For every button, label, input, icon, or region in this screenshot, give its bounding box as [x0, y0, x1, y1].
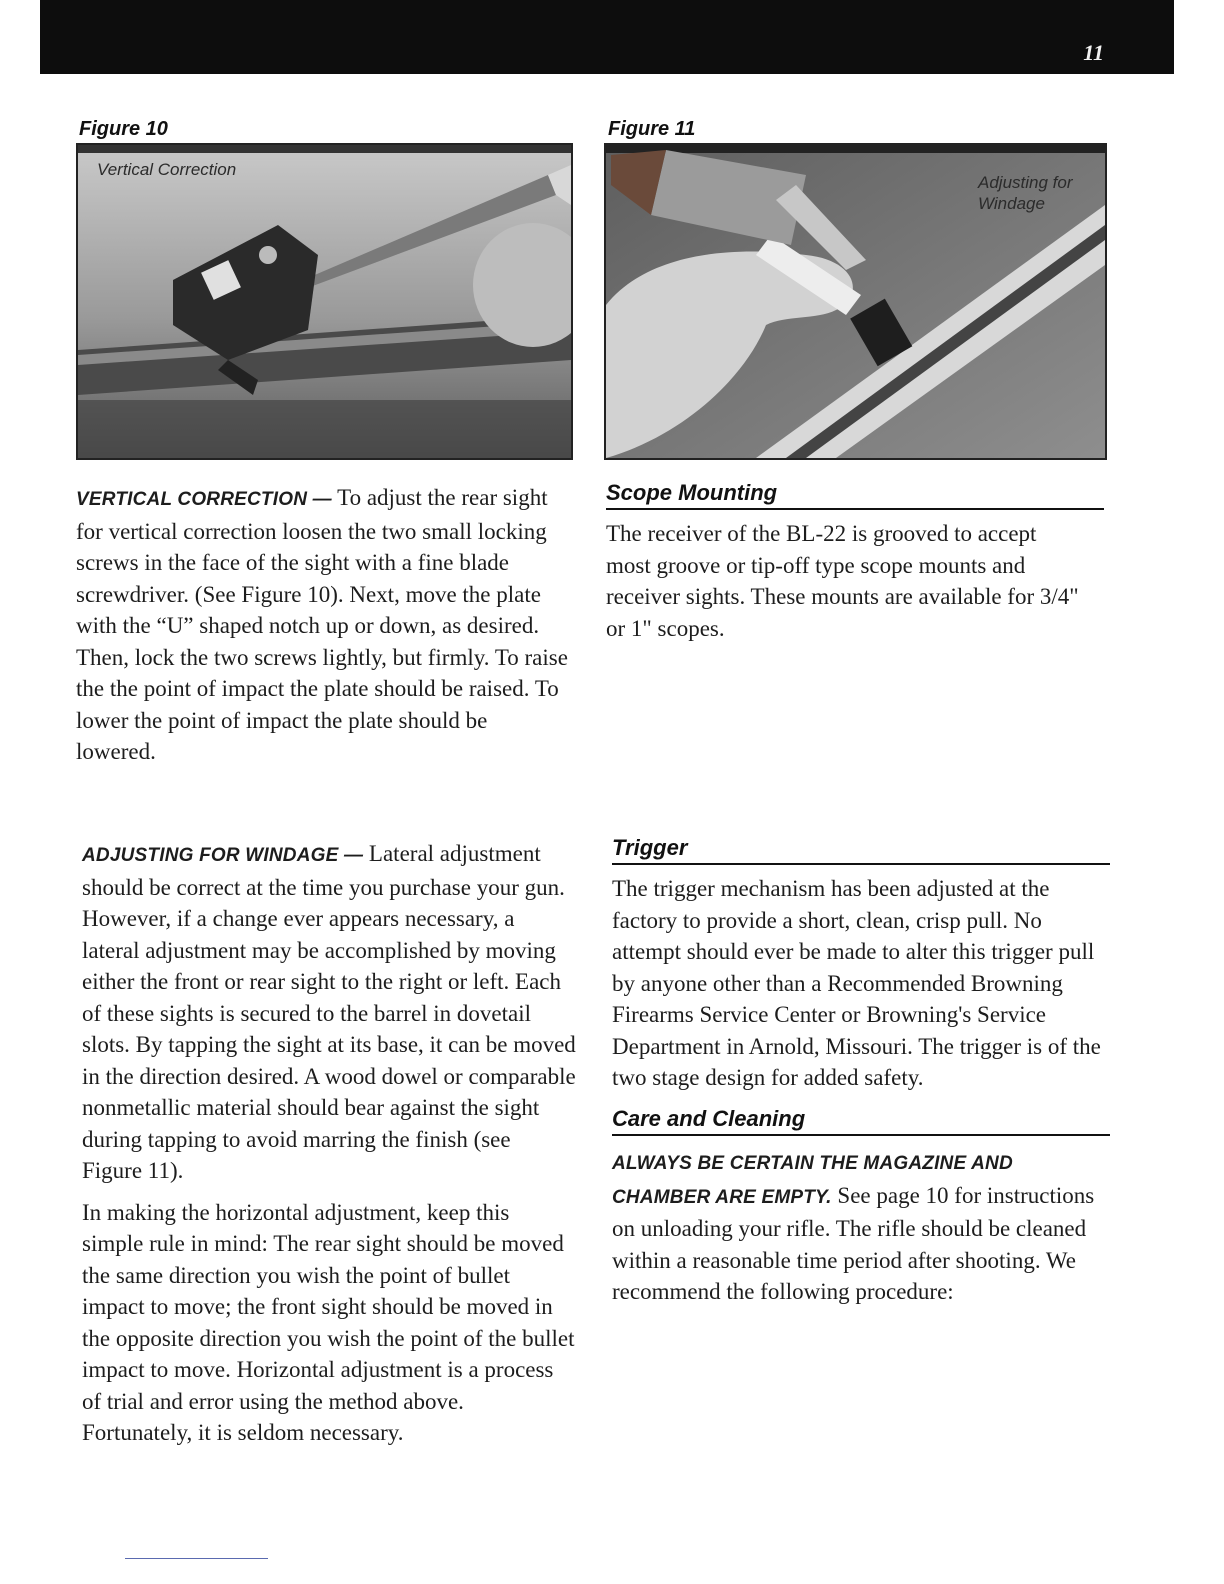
page-number: 11: [1083, 40, 1104, 65]
windage-lead: ADJUSTING FOR WINDAGE —: [82, 845, 364, 866]
care-cleaning-heading: Care and Cleaning: [612, 1106, 1110, 1136]
figure-10-label: Figure 10: [79, 118, 168, 140]
rear-sight-illustration: [78, 145, 571, 458]
care-cleaning-paragraph: [612, 1146, 1102, 1308]
vertical-correction-paragraph: [76, 482, 572, 768]
scope-mounting-heading: Scope Mounting: [606, 480, 1104, 510]
figure-11-caption: [978, 172, 1073, 214]
trigger-text: The trigger mechanism has been adjusted at the factory to provide a short, clean, crisp pull. No attempt should ever be made to alter this trigger pull by anyone other than a Recommended Browning Firearms Service Center or Browning's Service Department in Arnold, Missouri. The trigger is of the two stage design for added safety.: [612, 876, 1101, 1090]
footer-rule: [125, 1558, 268, 1559]
figure-11-caption-line2: Windage: [978, 194, 1045, 213]
care-cleaning-lead: ALWAYS BE CERTAIN THE MAGAZINE AND CHAMBER ARE EMPTY.: [612, 1153, 1013, 1208]
care-cleaning-text: See page 10 for instructions on unloading your rifle. The rifle should be cleaned within a reasonable time period after shooting. We recommend the following procedure:: [612, 1182, 1095, 1304]
figure-10-photo: [76, 143, 573, 460]
figure-11-label: Figure 11: [608, 118, 696, 140]
windage-paragraph: [82, 838, 576, 1187]
vertical-correction-section: [76, 482, 572, 778]
windage-section: [82, 838, 576, 1459]
scope-mounting-text: The receiver of the BL-22 is grooved to accept most groove or tip-off type scope mounts and receiver sights. These mounts are available for 3/4" or 1" scopes.: [606, 521, 1079, 641]
figure-11-caption-line1: Adjusting for: [978, 173, 1073, 192]
trigger-section: [612, 873, 1102, 1104]
vertical-correction-text: To adjust the rear sight for vertical correction loosen the two small locking screws in the face of the sight with a fine blade screwdriver. (See Figure 10). Next, move the plate with the “U” shaped notch up or down, as desired. Then, lock the two screws lightly, but firmly. To raise the the point of impact the plate should be raised. To lower the point of impact the plate should be lowered.: [76, 485, 568, 764]
trigger-heading: Trigger: [612, 835, 1110, 865]
header-bar: [40, 0, 1174, 74]
scope-mounting-section: [606, 518, 1086, 654]
vertical-correction-lead: VERTICAL CORRECTION —: [76, 489, 332, 510]
windage-paragraph-2: In making the horizontal adjustment, keep this simple rule in mind: The rear sight should be moved the same direction you wish the point of bullet impact to move; the front sight should be moved in the opposite direction you wish the point of the bullet impact to move. Horizontal adjustment is a process of trial and error using the method above. Fortunately, it is seldom necessary.: [82, 1199, 575, 1445]
figure-10-caption: Vertical Correction: [97, 160, 237, 179]
windage-text: Lateral adjustment should be correct at the time you purchase your gun. However, if a change ever appears necessary, a lateral adjustment may be accomplished by moving either the front or rear sight to the right or left. Each of these sights is secured to the barrel in dovetail slots. By tapping the sight at its base, it can be moved in the direction desired. A wood dowel or comparable nonmetallic material should bear against the sight during tapping to avoid marring the finish (see Figure 11).: [82, 841, 576, 1183]
care-cleaning-section: [612, 1146, 1102, 1318]
